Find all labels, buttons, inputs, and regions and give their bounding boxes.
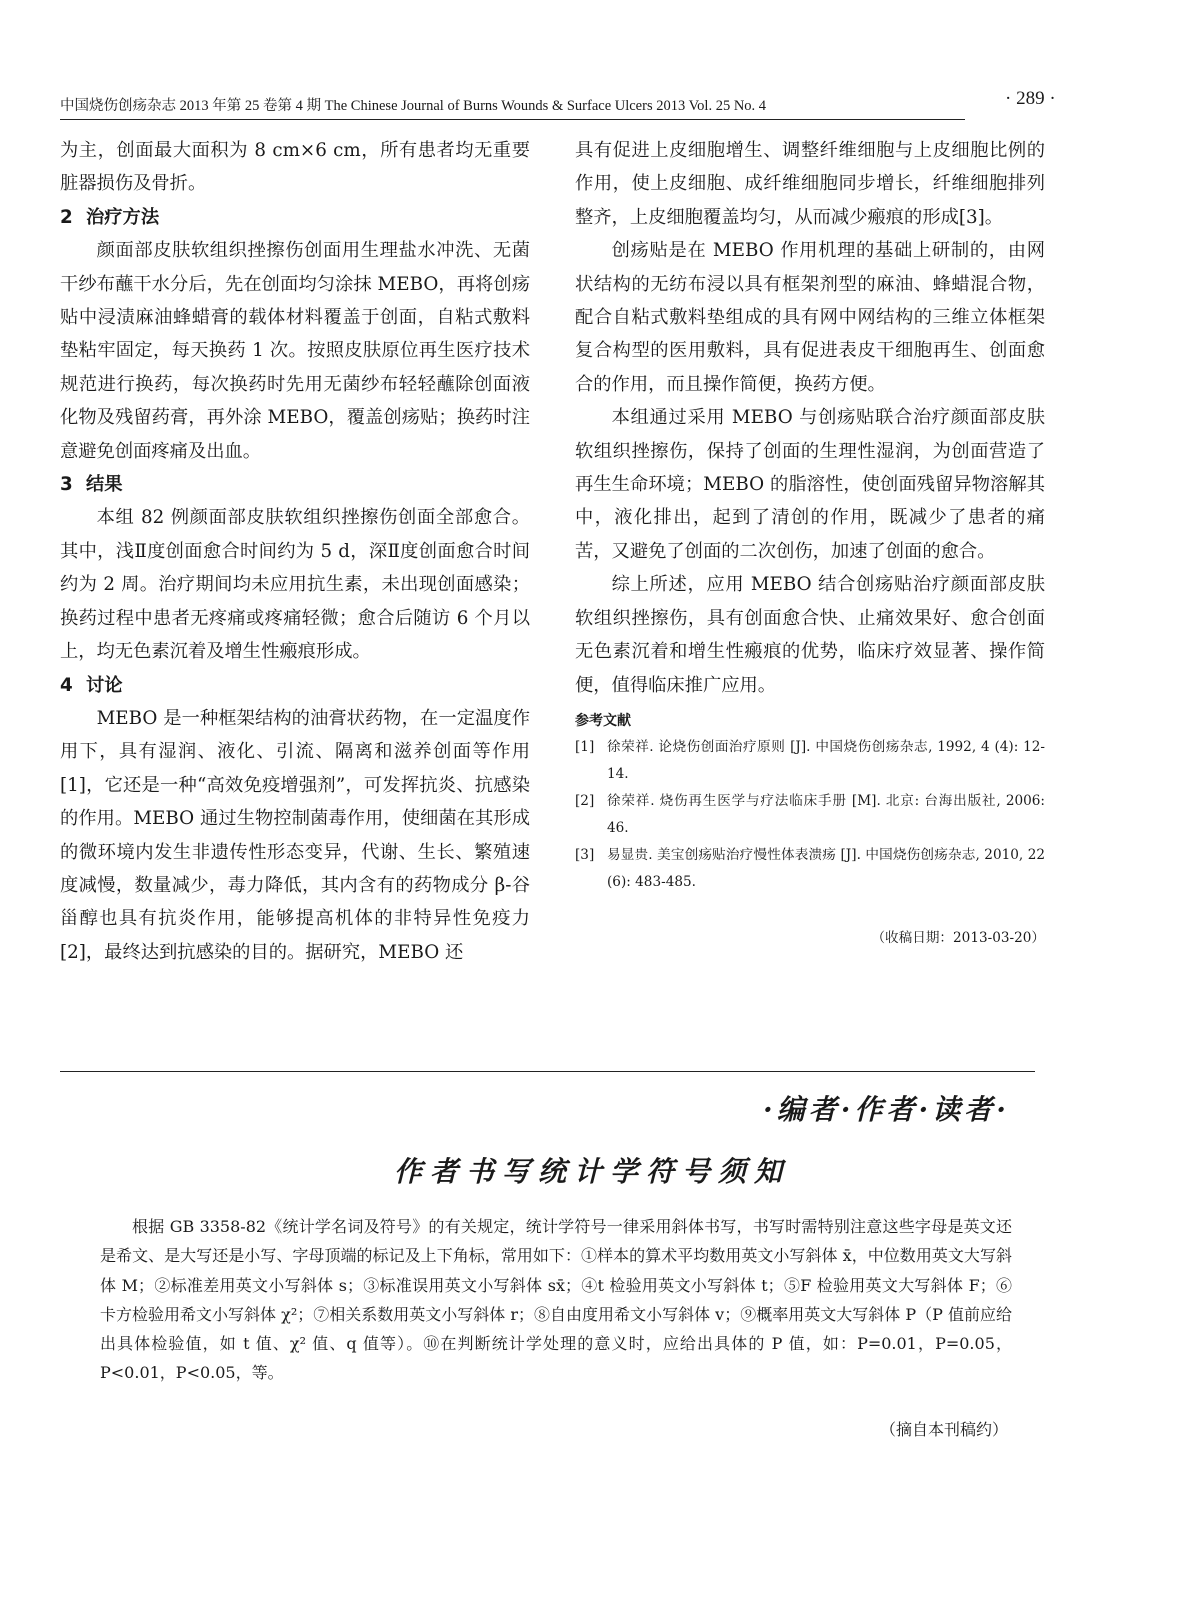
notice-section-label: ·编者·作者·读者· <box>763 1093 1010 1126</box>
section-number: 4 <box>60 674 73 696</box>
section-number: 2 <box>60 206 73 228</box>
discussion-continued-paragraph: 具有促进上皮细胞增生、调整纤维细胞与上皮细胞比例的作用，使上皮细胞、成纤维细胞同步增长，纤维细胞排列整齐，上皮细胞覆盖均匀，从而减少瘢痕的形成[3]。 <box>575 140 1045 228</box>
reference-text: 徐荣祥. 论烧伤创面治疗原则 [J]. 中国烧伤创疡杂志, 1992, 4 (4): 12-14. <box>607 738 1045 782</box>
received-date: （收稿日期：2013-03-20） <box>871 929 1045 946</box>
notice-body: 根据 GB 3358-82《统计学名词及符号》的有关规定，统计学符号一律采用斜体书写，书写时需特别注意这些字母是英文还是希文、是大写还是小写、字母顶端的标记及上下角标，常用如下：①样本的算术平均数用英文小写斜体 x̄，中位数用英文大写斜体 M；②标准差用英文小写斜体 s；③标准误用英文小写斜体 sx̄；④t 检验用英文小写斜体 t；⑤F 检验用英文大写斜体 F；⑥卡方检验用希文小写斜体 χ²；⑦相关系数用英文小写斜体 r；⑧自由度用希文小写斜体 v；⑨概率用英文大写斜体 P（P 值前应给出具体检验值，如 t 值、χ² 值、q 值等）。⑩在判断统计学处理的意义时，应给出具体的 P 值，如：P=0.01，P=0.05，P<0.01，P<0.05，等。 <box>100 1217 1012 1383</box>
section-2-heading <box>60 201 530 234</box>
notice-source: （摘自本刊稿约） <box>879 1420 1008 1439</box>
reference-item <box>575 734 1045 788</box>
notice-title: 作者书写统计学符号须知 <box>393 1155 790 1188</box>
section-divider <box>60 1071 1035 1072</box>
section-title: 讨论 <box>86 674 123 696</box>
reference-item <box>575 842 1045 896</box>
conclusion-paragraph: 综上所述，应用 MEBO 结合创疡贴治疗颜面部皮肤软组织挫擦伤，具有创面愈合快、止痛效果好、愈合创面无色素沉着和增生性瘢痕的优势，临床疗效显著、操作简便，值得临床推广应用。 <box>575 574 1045 696</box>
reference-text: 易显贵. 美宝创疡贴治疗慢性体表溃疡 [J]. 中国烧伤创疡杂志, 2010, 22 (6): 483-485. <box>607 846 1045 890</box>
intro-paragraph: 为主，创面最大面积为 8 cm×6 cm，所有患者均无重要脏器损伤及骨折。 <box>60 140 530 195</box>
discussion-paragraph: MEBO 是一种框架结构的油膏状药物，在一定温度作用下，具有湿润、液化、引流、隔离和滋养创面等作用[1]，它还是一种“高效免疫增强剂”，可发挥抗炎、抗感染的作用。MEBO 通过生物控制菌毒作用，使细菌在其形成的微环境内发生非遗传性形态变异，代谢、生长、繁殖速度减慢，数量减少，毒力降低，其内含有的药物成分 β-谷甾醇也具有抗炎作用，能够提高机体的非特异性免疫力[2]，最终达到抗感染的目的。据研究，MEBO 还 <box>60 707 530 963</box>
reference-number: [2] <box>575 792 595 809</box>
reference-text: 徐荣祥. 烧伤再生医学与疗法临床手册 [M]. 北京: 台海出版社, 2006: 46. <box>607 792 1045 836</box>
running-header: 中国烧伤创疡杂志 2013 年第 25 卷第 4 期 The Chinese Journal of Burns Wounds & Surface Ulcers 2013 Vol. 25 No. 4 <box>60 94 965 120</box>
section-3-heading <box>60 468 530 501</box>
reference-number: [3] <box>575 846 595 863</box>
section-title: 结果 <box>86 474 123 496</box>
dressing-paragraph: 创疡贴是在 MEBO 作用机理的基础上研制的，由网状结构的无纺布浸以具有框架剂型的麻油、蜂蜡混合物，配合自粘式敷料垫组成的具有网中网结构的三维立体框架复合构型的医用敷料，具有促进表皮干细胞再生、创面愈合的作用，而且操作简便，换药方便。 <box>575 240 1045 395</box>
reference-number: [1] <box>575 738 595 755</box>
reference-item <box>575 788 1045 842</box>
section-title: 治疗方法 <box>86 206 160 228</box>
methods-paragraph: 颜面部皮肤软组织挫擦伤创面用生理盐水冲洗、无菌干纱布蘸干水分后，先在创面均匀涂抹 MEBO，再将创疡贴中浸渍麻油蜂蜡膏的载体材料覆盖于创面，自粘式敷料垫粘牢固定，每天换药 1 次。按照皮肤原位再生医疗技术规范进行换药，每次换药时先用无菌纱布轻轻蘸除创面液化物及残留药膏，再外涂 MEBO，覆盖创疡贴；换药时注意避免创面疼痛及出血。 <box>60 240 530 462</box>
results-paragraph: 本组 82 例颜面部皮肤软组织挫擦伤创面全部愈合。其中，浅Ⅱ度创面愈合时间约为 5 d，深Ⅱ度创面愈合时间约为 2 周。治疗期间均未应用抗生素，未出现创面感染；换药过程中患者无疼痛或疼痛轻微；愈合后随访 6 个月以上，均无色素沉着及增生性瘢痕形成。 <box>60 507 530 663</box>
left-column <box>60 134 530 969</box>
section-4-heading <box>60 669 530 702</box>
page-number: · 289 · <box>1005 88 1056 109</box>
references-heading: 参考文献 <box>575 712 631 729</box>
section-number: 3 <box>60 474 73 496</box>
combined-treatment-paragraph: 本组通过采用 MEBO 与创疡贴联合治疗颜面部皮肤软组织挫擦伤，保持了创面的生理性湿润，为创面营造了再生生命环境；MEBO 的脂溶性，使创面残留异物溶解其中，液化排出，起到了清创的作用，既减少了患者的痛苦，又避免了创面的二次创伤，加速了创面的愈合。 <box>575 407 1045 562</box>
reference-list <box>575 734 1045 896</box>
right-column <box>575 134 1045 955</box>
